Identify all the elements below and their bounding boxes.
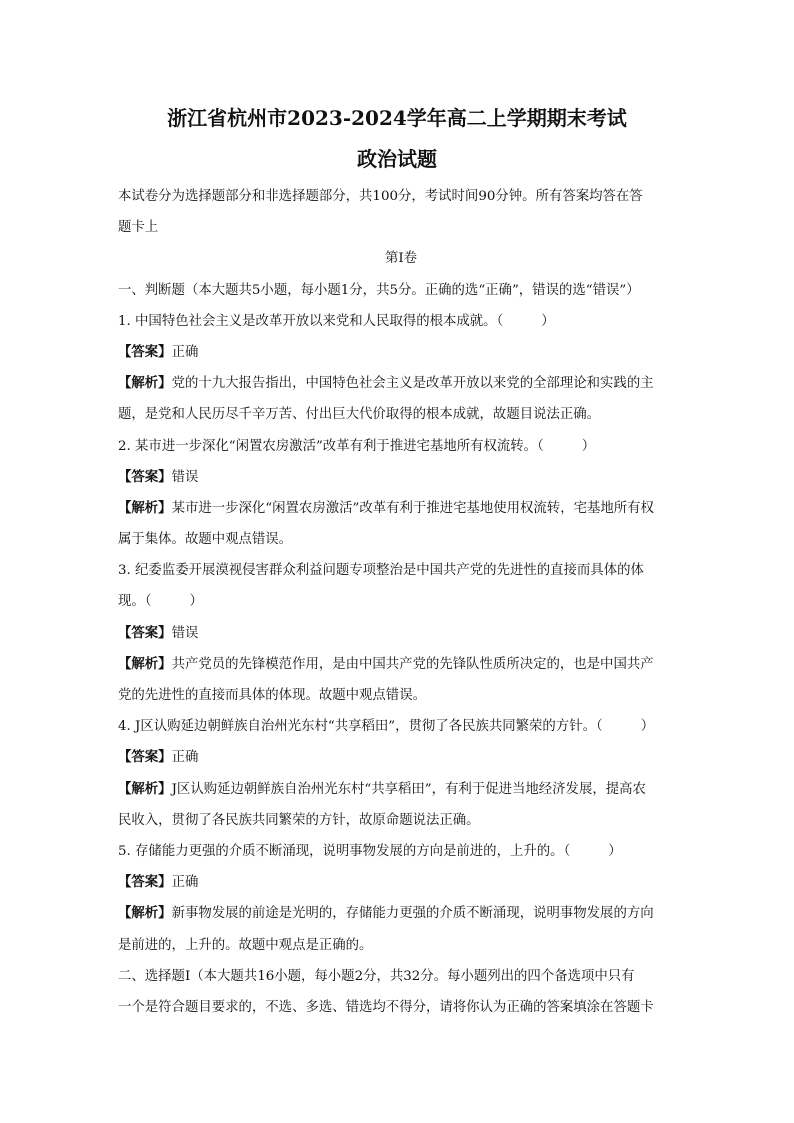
question-1 <box>118 306 684 337</box>
answer-value: 错误 <box>171 469 199 485</box>
analysis-tag: 【解析】 <box>118 780 172 797</box>
paren-open: （ <box>537 438 544 454</box>
analysis-text: 共产党员的先锋模范作用，是由中国共产党的先锋队性质所决定的，也是中国共产 <box>171 656 654 672</box>
answer-line <box>118 337 684 368</box>
question-text: 现。 <box>118 594 145 610</box>
document-title: 浙江省杭州市2023-2024学年高二上学期期末考试 <box>167 106 627 130</box>
analysis-text: 新事物发展的前途是光明的，存储能力更强的介质不断涌现，说明事物发展的方向 <box>171 906 654 922</box>
analysis-text: 某市进一步深化“闲置农房激活”改革有利于推进宅基地使用权流转，宅基地所有权 <box>171 500 654 516</box>
section-heading: 一个是符合题目要求的，不选、多选、错选均不得分，请将你认为正确的答案填涂在答题卡 <box>118 999 654 1015</box>
question-3: 3. 纪委监委开展漠视侵害群众利益问题专项整治是中国共产党的先进性的直接而具体的体 <box>118 563 644 579</box>
answer-line <box>118 742 684 773</box>
analysis-line <box>118 774 684 805</box>
analysis-line <box>118 368 684 399</box>
analysis-tag: 【解析】 <box>118 655 172 672</box>
paren-open: （ <box>496 313 504 329</box>
paren-open: （ <box>144 594 152 610</box>
answer-line <box>118 618 684 649</box>
answer-value: 正确 <box>171 750 199 766</box>
question-text: 5. 存储能力更强的介质不断涌现，说明事物发展的方向是前进的，上升的。 <box>118 843 564 859</box>
question-text: 2. 某市进一步深化“闲置农房激活”改革有利于推进宅基地所有权流转。 <box>118 438 538 454</box>
analysis-text: J区认购延边朝鲜族自治州光东村“共享稻田”，有利于促进当地经济发展，提高农 <box>171 781 646 797</box>
answer-line <box>118 867 684 898</box>
paren-close: ） <box>640 719 655 735</box>
document-body <box>118 181 684 1023</box>
question-text: 1. 中国特色社会主义是改革开放以来党和人民取得的根本成就。 <box>118 313 497 329</box>
analysis-line: 题，是党和人民历尽千辛万苦、付出巨大代价取得的根本成就，故题目说法正确。 <box>118 407 601 423</box>
paren-close: ） <box>608 843 622 859</box>
question-4 <box>118 711 684 742</box>
paren-close: ） <box>189 594 203 610</box>
analysis-line: 属于集体。故题中观点错误。 <box>118 532 293 548</box>
analysis-line: 是前进的，上升的。故题中观点是正确的。 <box>118 937 373 953</box>
analysis-line <box>118 649 684 680</box>
paren-close: ） <box>541 313 555 329</box>
analysis-line: 党的先进性的直接而具体的体现。故题中观点错误。 <box>118 688 426 703</box>
analysis-tag: 【解析】 <box>118 905 172 922</box>
answer-line <box>118 462 684 493</box>
paren-close: ） <box>581 438 596 454</box>
answer-tag: 【答案】 <box>118 749 172 766</box>
analysis-tag: 【解析】 <box>118 375 172 392</box>
analysis-tag: 【解析】 <box>118 499 172 516</box>
answer-value: 正确 <box>171 344 199 360</box>
intro-line: 本试卷分为选择题部分和非选择题部分，共100分，考试时间90分钟。所有答案均答在答 <box>118 189 643 204</box>
section-heading: 一、判断题（本大题共5小题，每小题1分，共5分。正确的选“正确”，错误的选“错误”） <box>118 282 640 298</box>
answer-value: 错误 <box>171 625 199 641</box>
answer-value: 正确 <box>171 875 199 891</box>
answer-tag: 【答案】 <box>118 874 172 891</box>
answer-tag: 【答案】 <box>118 624 172 641</box>
analysis-line <box>118 493 684 524</box>
analysis-text: 党的十九大报告指出，中国特色社会主义是改革开放以来党的全部理论和实践的主 <box>171 376 654 392</box>
answer-tag: 【答案】 <box>118 468 172 485</box>
volume-label: 第Ⅰ卷 <box>384 251 418 267</box>
question-text: 4. J区认购延边朝鲜族自治州光东村“共享稻田”，贯彻了各民族共同繁荣的方针。 <box>118 719 596 735</box>
answer-tag: 【答案】 <box>118 343 172 360</box>
analysis-line: 民收入，贯彻了各民族共同繁荣的方针，故原命题说法正确。 <box>118 812 480 828</box>
section-heading: 二、选择题Ⅰ（本大题共16小题，每小题2分，共32分。每小题列出的四个备选项中只有 <box>118 968 635 984</box>
paren-open: （ <box>563 843 571 859</box>
question-2 <box>118 431 684 462</box>
document-subtitle: 政治试题 <box>357 147 437 171</box>
paren-open: （ <box>595 719 603 735</box>
analysis-line <box>118 898 684 929</box>
question-3-continued <box>118 586 684 617</box>
intro-line: 题卡上 <box>118 220 159 236</box>
question-5 <box>118 836 684 867</box>
